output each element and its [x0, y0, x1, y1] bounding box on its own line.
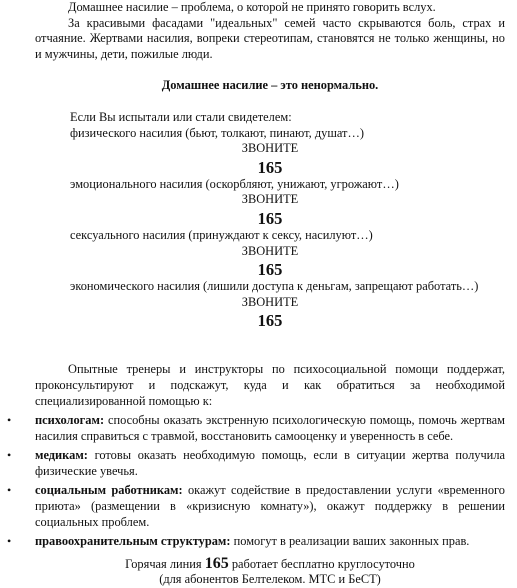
service-item-law-enforcement	[7, 534, 505, 550]
witness-intro: Если Вы испытали или стали свидетелем:	[70, 109, 292, 124]
bullet-icon: •	[7, 448, 12, 463]
call-label: ЗВОНИТЕ	[241, 294, 299, 309]
call-label: ЗВОНИТЕ	[241, 141, 299, 156]
violence-type-emotional: эмоционального насилия (оскорбляют, унижают, угрожают…)	[70, 176, 399, 191]
hotline-text-after: работает бесплатно круглосуточно	[228, 556, 415, 571]
call-label: ЗВОНИТЕ	[241, 243, 299, 258]
service-item-psychologists	[7, 413, 505, 444]
support-intro: Опытные тренеры и инструкторы по психосоциальной помощи поддержат, проконсультируют и подскажут, куда и как обратиться за необходимой специализированной помощью к:	[35, 362, 505, 408]
call-label: ЗВОНИТЕ	[241, 192, 299, 207]
bullet-icon: •	[7, 483, 12, 498]
service-text: помогут в реализации ваших законных прав.	[230, 534, 470, 549]
service-term: психологам:	[35, 413, 105, 428]
services-list	[7, 413, 505, 550]
service-item-medics	[7, 448, 505, 479]
hotline-number: 165	[257, 157, 283, 177]
violence-type-physical: физического насилия (бьют, толкают, пинают, душат…)	[70, 125, 364, 140]
violence-type-economic: экономического насилия (лишили доступа к деньгам, запрещают работать…)	[70, 279, 479, 294]
hotline-number: 165	[257, 311, 283, 331]
service-text: готовы оказать необходимую помощь, если в ситуации жертва получила физические увечья.	[35, 448, 505, 478]
service-term: правоохранительным структурам:	[35, 534, 231, 549]
service-item-social-workers	[7, 483, 505, 530]
hotline-number: 165	[257, 260, 283, 280]
violence-type-sexual: сексуального насилия (принуждают к сексу, насилуют…)	[70, 227, 373, 242]
hotline-text-before: Горячая линия	[125, 556, 205, 571]
hotline-note: (для абонентов Белтелеком. МТС и БеСТ)	[159, 572, 381, 587]
service-text: способны оказать экстренную психологическую помощь, помочь жертвам насилия справиться с травмой, восстановить самооценку и уверенность в себе.	[35, 413, 505, 443]
section-spacer	[35, 330, 505, 362]
headline: Домашнее насилие – это ненормально.	[161, 78, 379, 93]
service-text: окажут содействие в предоставлении услуги «временного приюта» (размещении в «кризисную комнату»), окажут поддержку в решении социальных проблем.	[35, 483, 505, 529]
intro-paragraph-2: За красивыми фасадами "идеальных" семей часто скрываются боль, страх и отчаяние. Жертвами насилия, вопреки стереотипам, становятся не только женщины, но и мужчины, дети, пожилые люди.	[35, 15, 505, 61]
service-term: социальным работникам:	[35, 483, 183, 498]
service-term: медикам:	[35, 448, 88, 463]
bullet-icon: •	[7, 534, 12, 549]
hotline-number-inline: 165	[204, 554, 229, 572]
support-section	[7, 362, 505, 550]
hotline-number: 165	[257, 208, 283, 228]
hotline-line	[35, 556, 505, 573]
witness-section	[35, 110, 505, 330]
intro-paragraph-1: Домашнее насилие – проблема, о которой не принято говорить вслух.	[68, 0, 436, 14]
bullet-icon: •	[7, 413, 12, 428]
